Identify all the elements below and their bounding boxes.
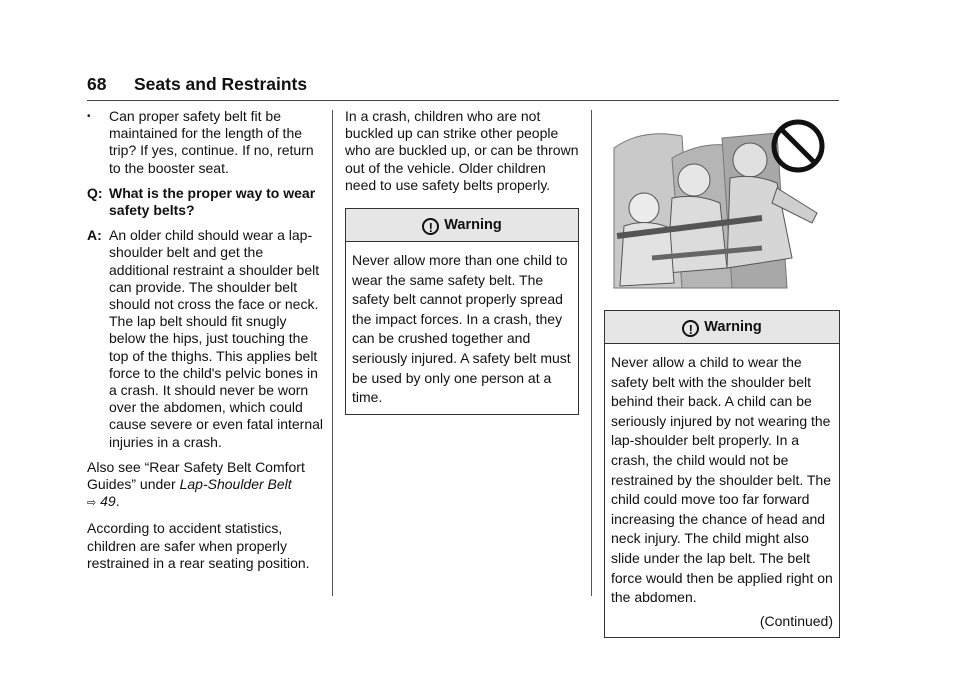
page-number: 68	[87, 74, 107, 94]
column-3	[604, 118, 840, 638]
answer-text: An older child should wear a lap-shoulder belt and get the additional restraint a shoulder belt can provide. The shoulder belt should not cross the face or neck. The lap belt should fit snugly below the hips, just touching the top of the thighs. This applies belt force to the child's pelvic bones in a crash. It should never be worn over the abdomen, which could cause severe or even fatal internal injuries in a crash.	[109, 227, 324, 450]
warning-title: Warning	[704, 319, 762, 335]
bullet-text: Can proper safety belt fit be maintained for the length of the trip? If yes, continue. If no, return to the booster seat.	[109, 108, 314, 176]
column-divider-1	[332, 110, 333, 596]
continued-label: (Continued)	[759, 612, 833, 629]
warning-body: Never allow more than one child to wear the same safety belt. The safety belt cannot properly spread the impact forces. In a crash, they can be crushed together and seriously injured. A safety belt must be used by only one person at a time.	[352, 252, 571, 406]
also-see-text: Also see “Rear Safety Belt Comfort Guides” under	[87, 458, 305, 493]
question-label: Q:	[87, 184, 103, 201]
warning-box-2	[604, 310, 840, 638]
warning-header	[346, 209, 578, 242]
cross-reference-page[interactable]: 49	[100, 493, 116, 510]
warning-icon: !	[422, 218, 439, 235]
section-title: Seats and Restraints	[134, 74, 308, 94]
column-2	[345, 108, 579, 415]
warning-text: Never allow a child to wear the safety belt with the shoulder belt behind their back. A child can be seriously injured by not wearing the lap-shoulder belt properly. In a crash, the child would not be restrained by the shoulder belt. The child could move too far forward increasing the chance of head and neck injury. The child might also slide under the lap belt. The belt force would then be applied right on the abdomen.	[611, 354, 833, 606]
warning-body	[605, 344, 839, 637]
bullet-item	[87, 108, 323, 177]
intro-paragraph: In a crash, children who are not buckled up can strike other people who are buckled up, or can be thrown out of the vehicle. Older children need to use safety belts properly.	[345, 108, 579, 193]
illustration-two-children-one-belt	[612, 118, 834, 298]
warning-title: Warning	[444, 217, 502, 234]
answer	[87, 227, 323, 451]
question	[87, 185, 323, 219]
cross-reference-link[interactable]: Lap-Shoulder Belt	[179, 476, 292, 493]
question-text: What is the proper way to wear safety belts?	[109, 184, 316, 219]
warning-box-1	[345, 208, 579, 415]
page-header	[87, 72, 839, 101]
column-divider-2	[591, 110, 592, 596]
column-1	[87, 108, 323, 580]
xref-arrow-icon: ⇨	[87, 497, 97, 510]
statistics-paragraph: According to accident statistics, children are safer when properly restrained in a rear seating position.	[87, 520, 310, 571]
illustration-image	[612, 118, 834, 298]
bullet-icon: •	[87, 111, 91, 122]
also-see-end: .	[115, 493, 120, 510]
warning-header	[605, 311, 839, 344]
also-see-paragraph	[87, 459, 323, 513]
answer-label: A:	[87, 227, 102, 244]
warning-icon: !	[682, 320, 699, 337]
